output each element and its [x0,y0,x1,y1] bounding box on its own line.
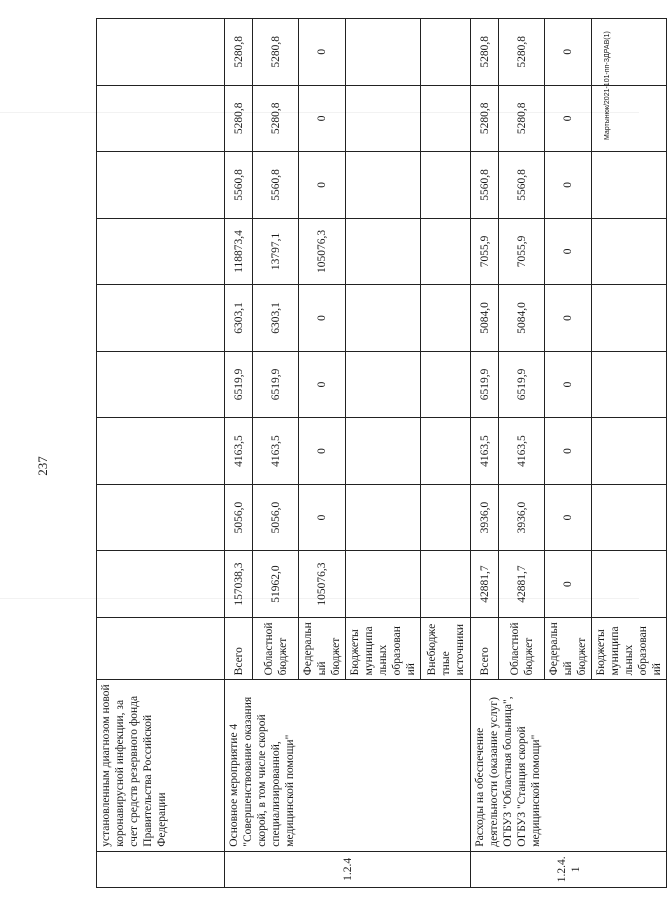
value-cell: 13797,1 [253,218,299,285]
row-name: установленным диагнозом новой коронавирусной инфекции, за счет средств резервного фонда Правительства Российской Федерации [97,680,225,851]
value-cell: 5280,8 [499,19,545,86]
value-cell [592,551,667,618]
value-cell: 0 [545,351,592,418]
value-cell: 4163,5 [253,418,299,485]
budget-table [96,18,667,888]
value-cell: 0 [299,351,346,418]
table-row [471,19,499,888]
value-cell: 0 [299,418,346,485]
value-cell: 42881,7 [471,551,499,618]
funding-source-label: Всего [225,617,253,680]
value-cell [592,218,667,285]
value-cell: 5280,8 [253,85,299,152]
value-cell [97,85,225,152]
value-cell: 5560,8 [471,152,499,219]
value-cell: 5280,8 [471,85,499,152]
value-cell [97,152,225,219]
funding-source-label: Областной бюджет [253,617,299,680]
value-cell: 157038,3 [225,551,253,618]
value-cell: 5056,0 [225,484,253,551]
value-cell: 5560,8 [225,152,253,219]
value-cell [592,152,667,219]
value-cell [421,285,471,352]
value-cell [97,218,225,285]
value-cell: 5280,8 [499,85,545,152]
value-cell: 0 [545,85,592,152]
value-cell: 0 [545,285,592,352]
table-row [225,19,253,888]
value-cell [346,418,421,485]
value-cell: 105076,3 [299,551,346,618]
footer-note-text: Мартынюк/2021-101-пп-ЗДРАВ(1) [604,31,611,140]
row-code [97,851,225,887]
value-cell [421,484,471,551]
value-cell: 3936,0 [499,484,545,551]
value-cell [592,285,667,352]
value-cell: 7055,9 [471,218,499,285]
value-cell [421,418,471,485]
value-cell [346,19,421,86]
value-cell [592,418,667,485]
value-cell [97,285,225,352]
page-number: 237 [35,456,50,476]
value-cell: 4163,5 [499,418,545,485]
funding-source-label: Федеральный бюджет [545,617,592,680]
funding-source-label: Бюджеты муниципальных образований [592,617,667,680]
value-cell [592,19,667,86]
value-cell: 0 [545,484,592,551]
value-cell: 118873,4 [225,218,253,285]
value-cell: 5280,8 [225,85,253,152]
value-cell [346,218,421,285]
value-cell [97,418,225,485]
row-name: Основное мероприятие 4 "Совершенствование оказания скорой, в том числе скорой специализированной, медицинской помощи" [225,680,471,851]
value-cell: 0 [545,551,592,618]
value-cell [421,85,471,152]
value-cell: 0 [545,418,592,485]
value-cell: 5560,8 [253,152,299,219]
value-cell: 42881,7 [499,551,545,618]
value-cell: 0 [299,285,346,352]
row-name: Расходы на обеспечение деятельности (оказание услуг) ОГБУЗ "Областная больница", ОГБУЗ "Станция скорой медицинской помощи" [471,680,667,851]
value-cell [97,19,225,86]
value-cell [346,285,421,352]
value-cell: 0 [299,19,346,86]
value-cell [97,484,225,551]
value-cell: 0 [299,484,346,551]
value-cell: 0 [299,152,346,219]
value-cell [97,351,225,418]
value-cell: 6303,1 [253,285,299,352]
value-cell [421,218,471,285]
value-cell [97,551,225,618]
value-cell: 5084,0 [471,285,499,352]
value-cell: 5280,8 [253,19,299,86]
value-cell [346,551,421,618]
funding-source-label: Федеральный бюджет [299,617,346,680]
value-cell: 6519,9 [471,351,499,418]
value-cell: 7055,9 [499,218,545,285]
value-cell: 5084,0 [499,285,545,352]
budget-table-body [97,19,667,888]
value-cell [592,85,667,152]
value-cell [421,152,471,219]
value-cell: 0 [545,218,592,285]
value-cell [346,85,421,152]
value-cell: 4163,5 [471,418,499,485]
funding-source-label: Всего [471,617,499,680]
value-cell: 5560,8 [499,152,545,219]
value-cell [421,551,471,618]
value-cell: 5280,8 [471,19,499,86]
value-cell: 6303,1 [225,285,253,352]
funding-source-label: Областной бюджет [499,617,545,680]
value-cell: 3936,0 [471,484,499,551]
value-cell: 51962,0 [253,551,299,618]
funding-source-label: Внебюджетные источники [421,617,471,680]
value-cell: 0 [299,85,346,152]
row-code: 1.2.4 [225,851,471,887]
funding-source-label [97,617,225,680]
value-cell: 0 [545,19,592,86]
value-cell [346,152,421,219]
value-cell: 6519,9 [499,351,545,418]
value-cell: 6519,9 [253,351,299,418]
value-cell: 5056,0 [253,484,299,551]
value-cell [346,484,421,551]
value-cell [592,351,667,418]
row-code: 1.2.4.1 [471,851,667,887]
table-row [97,19,225,888]
value-cell: 5280,8 [225,19,253,86]
value-cell: 105076,3 [299,218,346,285]
value-cell: 4163,5 [225,418,253,485]
value-cell [592,484,667,551]
value-cell: 0 [545,152,592,219]
funding-source-label: Бюджеты муниципальных образований [346,617,421,680]
value-cell [421,351,471,418]
value-cell [346,351,421,418]
value-cell: 6519,9 [225,351,253,418]
value-cell [421,19,471,86]
